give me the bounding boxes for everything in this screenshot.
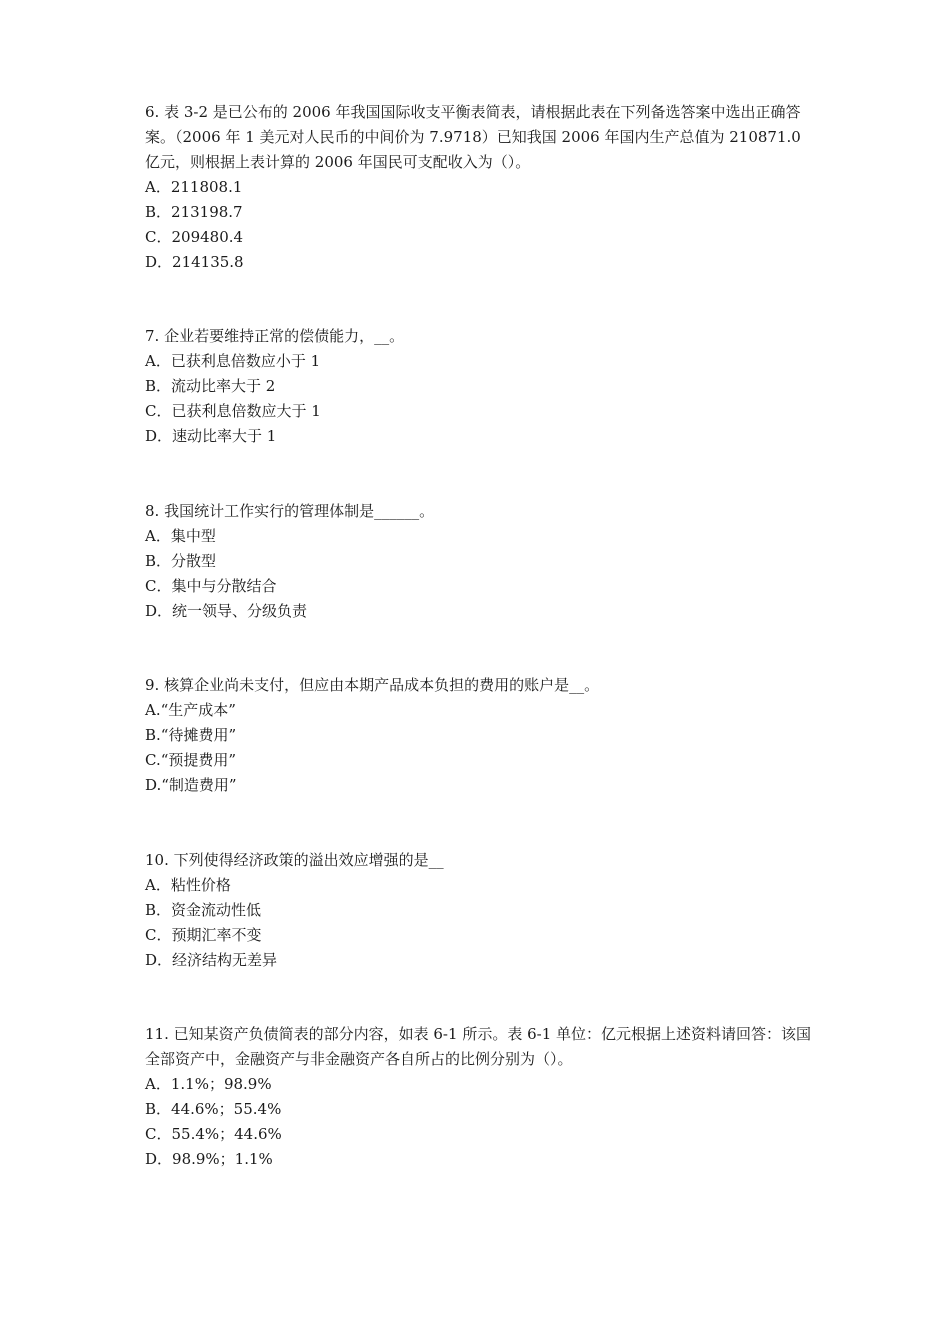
option-list bbox=[145, 873, 815, 973]
question-stem: 6. 表 3-2 是已公布的 2006 年我国国际收支平衡表简表，请根据此表在下列备选答案中选出正确答案。（2006 年 1 美元对人民币的中间价为 7.9718）已知我国 2006 年国内生产总值为 210871.0 亿元，则根据上表计算的 2006 年国民可支配收入为（）。 bbox=[145, 103, 801, 171]
option-c: C.“预提费用” bbox=[145, 751, 237, 769]
option-c: C．55.4%；44.6% bbox=[145, 1125, 282, 1143]
option-b: B．213198.7 bbox=[145, 203, 243, 221]
question-10 bbox=[145, 848, 815, 973]
option-d: D．98.9%；1.1% bbox=[145, 1150, 273, 1168]
option-list bbox=[145, 698, 815, 798]
option-b: B．资金流动性低 bbox=[145, 901, 262, 919]
option-d: D.“制造费用” bbox=[145, 776, 237, 794]
question-8 bbox=[145, 499, 815, 624]
option-a: A．1.1%；98.9% bbox=[145, 1075, 272, 1093]
question-6 bbox=[145, 100, 815, 275]
option-b: B．分散型 bbox=[145, 552, 217, 570]
option-a: A.“生产成本” bbox=[145, 701, 236, 719]
question-7 bbox=[145, 324, 815, 449]
option-b: B．流动比率大于 2 bbox=[145, 377, 276, 395]
option-list bbox=[145, 524, 815, 624]
option-list bbox=[145, 175, 815, 275]
option-a: A．已获利息倍数应小于 1 bbox=[145, 352, 321, 370]
option-d: D．经济结构无差异 bbox=[145, 951, 278, 969]
option-d: D．统一领导、分级负责 bbox=[145, 602, 308, 620]
option-list bbox=[145, 349, 815, 449]
question-stem: 9. 核算企业尚未支付，但应由本期产品成本负担的费用的账户是__。 bbox=[145, 676, 600, 694]
option-d: D．速动比率大于 1 bbox=[145, 427, 277, 445]
question-stem: 7. 企业若要维持正常的偿债能力，__。 bbox=[145, 327, 405, 345]
question-9 bbox=[145, 673, 815, 798]
option-list bbox=[145, 1072, 815, 1172]
option-d: D．214135.8 bbox=[145, 253, 244, 271]
option-b: B.“待摊费用” bbox=[145, 726, 237, 744]
question-stem: 10. 下列使得经济政策的溢出效应增强的是__ bbox=[145, 851, 444, 869]
option-b: B．44.6%；55.4% bbox=[145, 1100, 282, 1118]
option-c: C．预期汇率不变 bbox=[145, 926, 262, 944]
question-11 bbox=[145, 1022, 815, 1172]
question-stem: 8. 我国统计工作实行的管理体制是______。 bbox=[145, 502, 435, 520]
option-c: C．集中与分散结合 bbox=[145, 577, 277, 595]
option-c: C．已获利息倍数应大于 1 bbox=[145, 402, 321, 420]
question-stem: 11. 已知某资产负债简表的部分内容，如表 6-1 所示。表 6-1 单位：亿元根据上述资料请回答：该国全部资产中，金融资产与非金融资产各自所占的比例分别为（）。 bbox=[145, 1025, 812, 1068]
option-c: C．209480.4 bbox=[145, 228, 244, 246]
option-a: A．211808.1 bbox=[145, 178, 243, 196]
option-a: A．粘性价格 bbox=[145, 876, 231, 894]
option-a: A．集中型 bbox=[145, 527, 216, 545]
